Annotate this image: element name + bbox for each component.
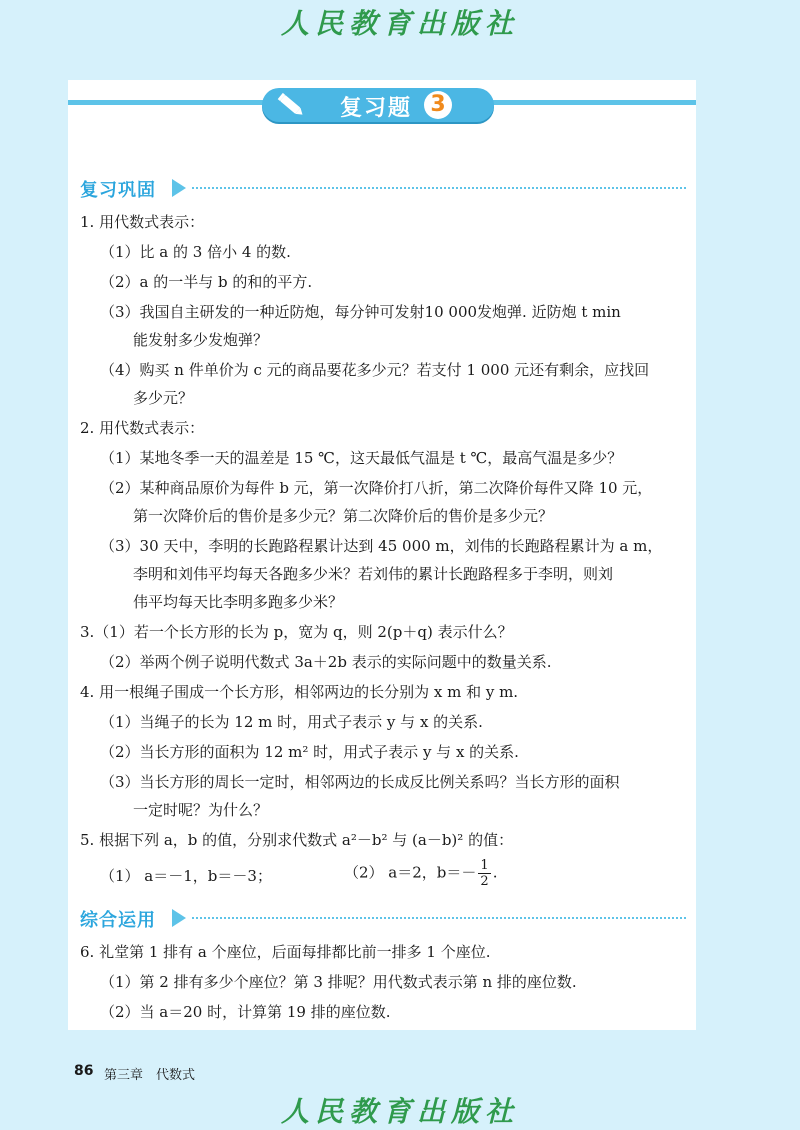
text-line: 多少元？ — [133, 389, 194, 407]
dotted-divider — [192, 917, 686, 919]
publisher-logo-bottom: 人民教育出版社 — [280, 1095, 519, 1128]
chapter-title: 第三章 代数式 — [104, 1068, 196, 1083]
fraction — [478, 858, 490, 889]
text-line: 2. 用代数式表示： — [80, 419, 205, 437]
page-number: 86 — [74, 1063, 94, 1079]
text-line: （3）当长方形的周长一定时，相邻两边的长成反比例关系吗？当长方形的面积 — [100, 773, 620, 791]
text-line: 1. 用代数式表示： — [80, 213, 205, 231]
fraction-numerator: 1 — [480, 858, 489, 873]
section-apply — [80, 906, 686, 930]
text-line: 第一次降价后的售价是多少元？第二次降价后的售价是多少元？ — [133, 507, 554, 525]
q5-part2-suffix: . — [492, 863, 498, 882]
text-line: 4. 用一根绳子围成一个长方形，相邻两边的长分别为 x m 和 y m. — [80, 683, 519, 701]
q5-part2 — [344, 858, 497, 889]
text-line: （3）我国自主研发的一种近防炮，每分钟可发射10 000发炮弹. 近防炮 t min — [100, 303, 621, 321]
fraction-denominator: 2 — [480, 874, 489, 889]
arrow-right-icon — [172, 909, 186, 927]
text-line: 伟平均每天比李明多跑多少米？ — [133, 593, 344, 611]
review-banner — [262, 88, 494, 122]
text-line: 5. 根据下列 a，b 的值，分别求代数式 a²－b² 与 (a－b)² 的值： — [80, 831, 514, 849]
banner-title: 复习题 — [340, 96, 413, 121]
banner-number: 3 — [424, 91, 452, 119]
section-review — [80, 176, 686, 200]
text-line: （1）某地冬季一天的温差是 15 ℃，这天最低气温是 t ℃，最高气温是多少？ — [100, 449, 623, 467]
text-line: （2）a 的一半与 b 的和的平方. — [100, 273, 313, 291]
dotted-divider — [192, 187, 686, 189]
pencil-icon — [276, 91, 306, 123]
text-line: （4）购买 n 件单价为 c 元的商品要花多少元？若支付 1 000 元还有剩余，应找回 — [100, 361, 650, 379]
publisher-logo-top: 人民教育出版社 — [280, 7, 519, 40]
text-line: （2）举两个例子说明代数式 3a＋2b 表示的实际问题中的数量关系. — [100, 653, 552, 671]
text-line: （2）某种商品原价为每件 b 元，第一次降价打八折，第二次降价每件又降 10 元， — [100, 479, 653, 497]
text-line: （2）当长方形的面积为 12 m² 时，用式子表示 y 与 x 的关系. — [100, 743, 519, 761]
arrow-right-icon — [172, 179, 186, 197]
section-review-label: 复习巩固 — [80, 180, 156, 201]
text-line: （2）当 a＝20 时，计算第 19 排的座位数. — [100, 1003, 391, 1021]
section-apply-label: 综合运用 — [80, 910, 156, 931]
q5-part1: （1） a＝－1，b＝－3； — [100, 867, 272, 885]
text-line: 一定时呢？为什么？ — [133, 801, 269, 819]
text-line: 能发射多少发炮弹？ — [133, 331, 269, 349]
text-line: 6. 礼堂第 1 排有 a 个座位，后面每排都比前一排多 1 个座位. — [80, 943, 491, 961]
text-line: 李明和刘伟平均每天各跑多少米？若刘伟的累计长跑路程多于李明，则刘 — [133, 565, 614, 583]
text-line: （1）比 a 的 3 倍小 4 的数. — [100, 243, 291, 261]
text-line: （1）当绳子的长为 12 m 时，用式子表示 y 与 x 的关系. — [100, 713, 483, 731]
q5-part2-prefix: （2） a＝2，b＝－ — [344, 863, 477, 882]
text-line: （1）第 2 排有多少个座位？第 3 排呢？用代数式表示第 n 排的座位数. — [100, 973, 577, 991]
text-line: （3）30 天中，李明的长跑路程累计达到 45 000 m，刘伟的长跑路程累计为 a m， — [100, 537, 663, 555]
text-line: 3.（1）若一个长方形的长为 p，宽为 q，则 2(p＋q) 表示什么？ — [80, 623, 513, 641]
